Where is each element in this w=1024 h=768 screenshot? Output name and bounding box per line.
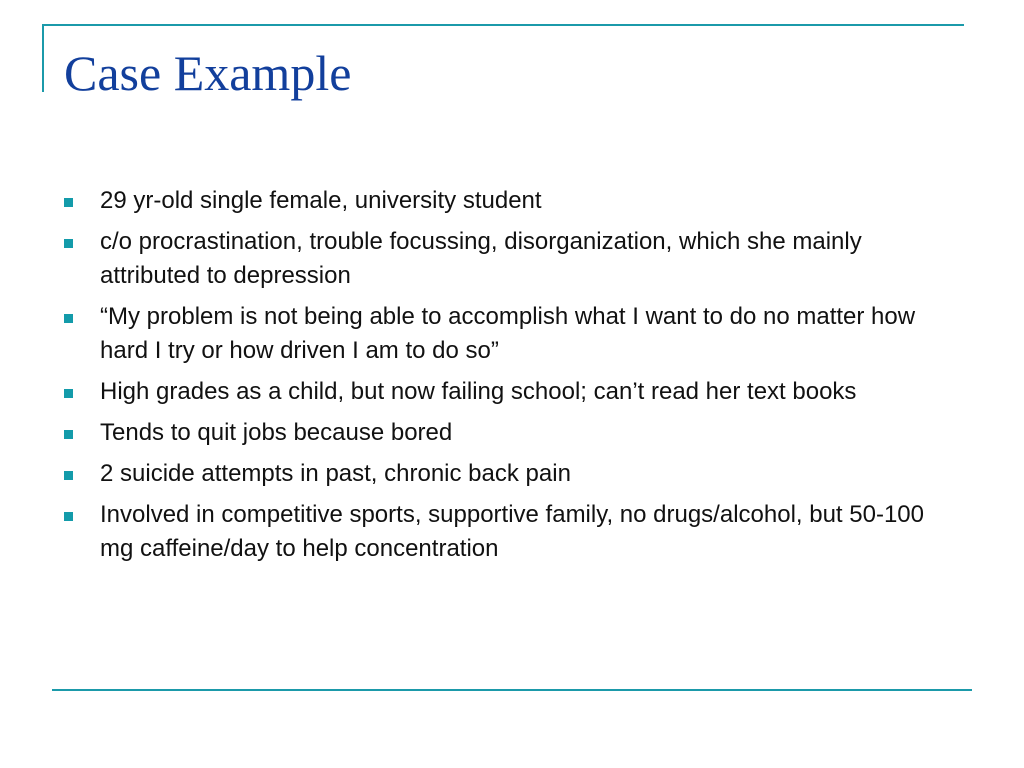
case-detail-text: 29 yr-old single female, university student [100, 187, 542, 214]
case-detail-item [64, 498, 944, 566]
case-detail-text: 2 suicide attempts in past, chronic back pain [100, 460, 571, 487]
case-detail-text: c/o procrastination, trouble focussing, disorganization, which she mainly attributed to depression [100, 228, 862, 289]
case-detail-item [64, 457, 944, 491]
case-detail-item [64, 184, 944, 218]
square-bullet-icon [64, 389, 73, 398]
bottom-accent-line [52, 689, 972, 691]
slide-title: Case Example [64, 45, 352, 101]
case-detail-item [64, 416, 944, 450]
square-bullet-icon [64, 198, 73, 207]
case-detail-text: “My problem is not being able to accomplish what I want to do no matter how hard I try or how driven I am to do so” [100, 303, 916, 364]
square-bullet-icon [64, 471, 73, 480]
case-details-list [64, 184, 944, 573]
case-detail-item [64, 300, 944, 368]
case-detail-text: Tends to quit jobs because bored [100, 419, 453, 446]
case-detail-item [64, 375, 944, 409]
case-detail-text: High grades as a child, but now failing school; can’t read her text books [100, 378, 857, 405]
vertical-accent-line [42, 24, 44, 92]
top-accent-line [42, 24, 964, 26]
case-detail-text: Involved in competitive sports, supportive family, no drugs/alcohol, but 50-100 mg caffeine/day to help concentration [100, 501, 924, 562]
square-bullet-icon [64, 239, 73, 248]
square-bullet-icon [64, 314, 73, 323]
square-bullet-icon [64, 512, 73, 521]
case-detail-item [64, 225, 944, 293]
square-bullet-icon [64, 430, 73, 439]
